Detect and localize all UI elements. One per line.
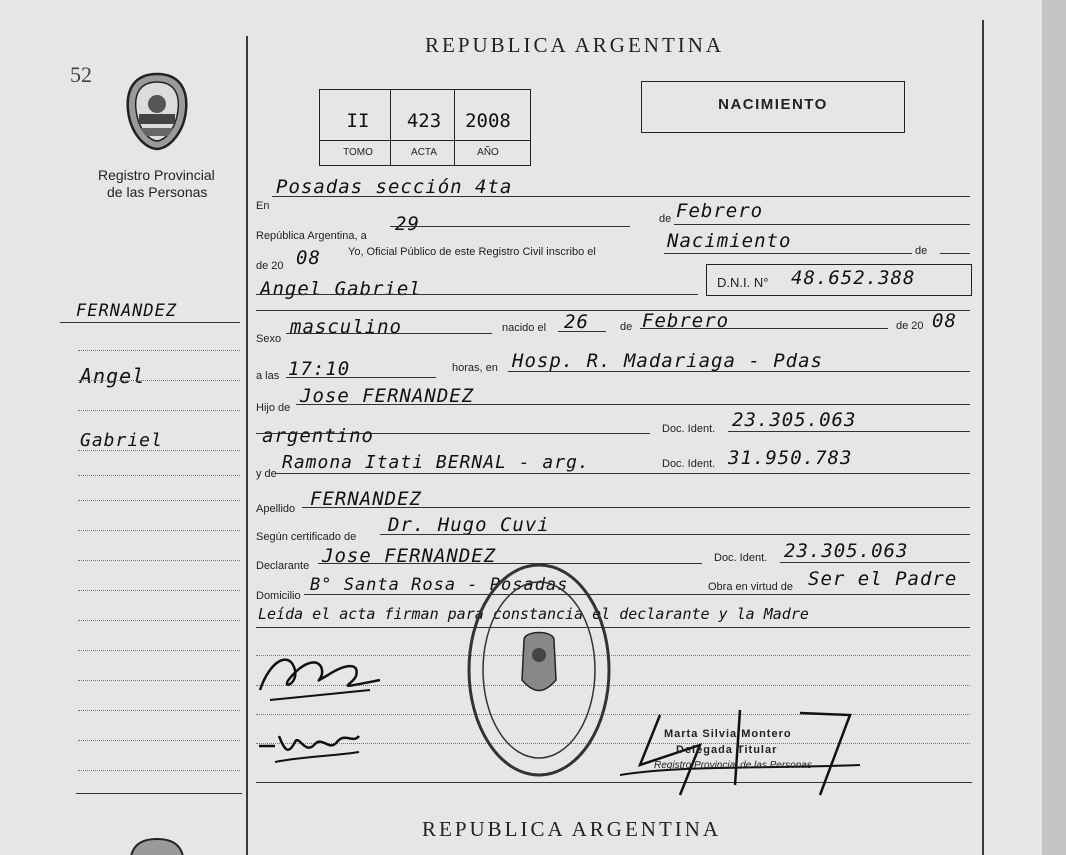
label-republica: República Argentina, a [256, 230, 367, 242]
label-de20: de 20 [256, 260, 284, 272]
tomo-value: II [346, 110, 370, 132]
value-declarante: Jose FERNANDEZ [322, 545, 497, 567]
dni-box [706, 264, 972, 296]
label-de-mes: de [659, 213, 672, 225]
value-apellido: FERNANDEZ [310, 488, 422, 510]
tomo-label: TOMO [343, 147, 373, 158]
provincial-emblem-bottom-icon [126, 836, 188, 855]
label-oficial: Yo, Oficial Público de este Registro Civil inscribo el [348, 246, 596, 258]
record-box-divider [320, 140, 530, 141]
page-number: 52 [70, 62, 92, 87]
margin-name-2: Gabriel [80, 430, 163, 451]
event-type-box [641, 81, 905, 133]
label-horas: horas, en [452, 362, 498, 374]
provincial-emblem-icon [122, 70, 192, 152]
value-certificado: Dr. Hugo Cuvi [388, 514, 550, 536]
left-column-rule [246, 36, 248, 855]
label-apellido: Apellido [256, 503, 296, 515]
label-alas: a las [256, 370, 280, 382]
value-dni: 48.652.388 [791, 267, 916, 289]
label-doc-declarante: Doc. Ident. [714, 552, 768, 564]
official-position: Delegada Titular [676, 744, 778, 756]
right-border-rule [982, 20, 984, 855]
value-padre-nacionalidad: argentino [262, 425, 374, 447]
label-domicilio: Domicilio [256, 590, 301, 602]
label-dni: D.N.I. N° [717, 275, 769, 290]
value-doc-padre: 23.305.063 [732, 409, 857, 431]
official-registry: Registro Provincial de las Personas [654, 760, 812, 771]
value-ano-nacimiento: 08 [932, 310, 957, 332]
label-doc-madre: Doc. Ident. [662, 458, 716, 470]
value-doc-declarante: 23.305.063 [784, 540, 909, 562]
label-segun: Según certificado de [256, 531, 357, 543]
label-sexo: Sexo [256, 333, 282, 345]
value-doc-madre: 31.950.783 [728, 447, 853, 469]
value-ciudad: Posadas sección 4ta [276, 176, 513, 198]
official-seal-icon [464, 560, 614, 780]
event-type-label: NACIMIENTO [718, 96, 828, 113]
label-nacido: nacido el [502, 322, 547, 334]
margin-surname: FERNANDEZ [76, 301, 178, 321]
value-dia-nacimiento: 26 [564, 311, 589, 333]
label-declarante: Declarante [256, 560, 310, 572]
value-ano-inscripcion: 08 [296, 247, 321, 269]
margin-name-1: Angel [80, 364, 146, 388]
label-en: En [256, 200, 270, 212]
ano-label: AÑO [477, 147, 499, 158]
registry-line-1: Registro Provincial [98, 167, 215, 183]
label-doc-padre: Doc. Ident. [662, 423, 716, 435]
book-page-edge [1042, 0, 1066, 855]
margin-surname-underline [60, 322, 240, 323]
label-yde: y de [256, 468, 277, 480]
value-lectura: Leída el acta firman para constancia el declarante y la Madre [258, 605, 809, 623]
label-de-nacimiento: de [620, 321, 633, 333]
label-hijo: Hijo de [256, 402, 291, 414]
signature-madre-icon [255, 722, 365, 772]
registry-line-2: de las Personas [107, 184, 208, 200]
value-sexo: masculino [290, 316, 402, 338]
value-mes-nacimiento: Febrero [642, 310, 730, 332]
value-padre: Jose FERNANDEZ [300, 385, 475, 407]
value-hora: 17:10 [288, 358, 351, 380]
ano-value: 2008 [465, 110, 511, 132]
value-nombre: Angel Gabriel [260, 278, 422, 300]
value-domicilio: B° Santa Rosa - Posadas [310, 575, 569, 595]
value-madre: Ramona Itati BERNAL - arg. [282, 452, 590, 473]
label-de20-nacimiento: de 20 [896, 320, 924, 332]
acta-value: 423 [406, 110, 442, 132]
label-de-end: de [915, 245, 928, 257]
official-name: Marta Silvia Montero [664, 728, 792, 740]
signature-declarante-icon [250, 640, 390, 710]
document-title-top: REPUBLICA ARGENTINA [425, 33, 725, 57]
value-tipo-inscripcion: Nacimiento [667, 230, 792, 252]
record-number-box [319, 89, 531, 166]
acta-label: ACTA [411, 147, 437, 158]
value-lugar: Hosp. R. Madariaga - Pdas [512, 350, 823, 372]
value-dia-inscripcion: 29 [395, 213, 420, 235]
value-mes-inscripcion: Febrero [676, 200, 764, 222]
document-title-bottom: REPUBLICA ARGENTINA [422, 817, 722, 841]
label-obra: Obra en virtud de [708, 581, 793, 593]
value-obra: Ser el Padre [808, 568, 958, 590]
